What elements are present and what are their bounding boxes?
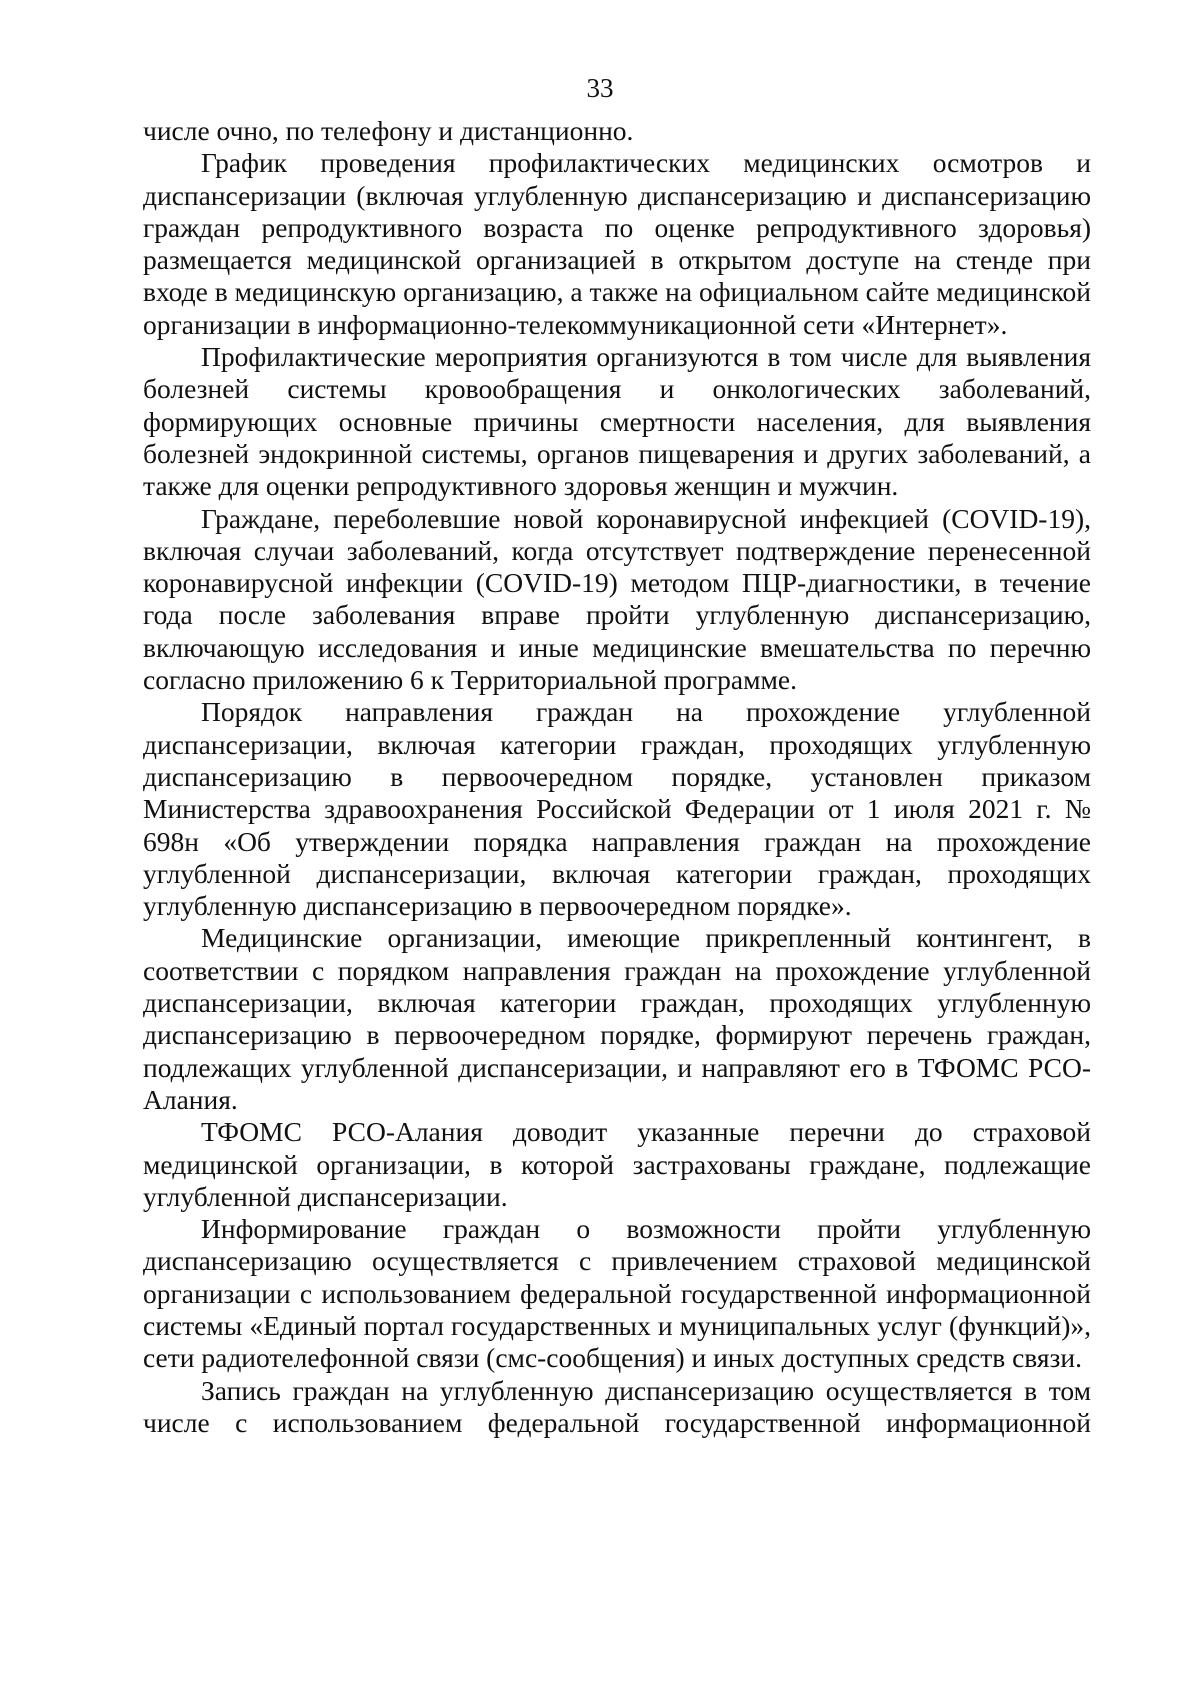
paragraph-schedule: График проведения профилактических медицинских осмотров и диспансеризации (включая углубленную диспансеризацию и диспансеризацию граждан репродуктивного возраста по оценке репродуктивного здоровья) размещается медицинской организацией в открытом доступе на стенде при входе в медицинскую организацию, а также на официальном сайте медицинской организации в информационно-телекоммуникационной сети «Интернет». <box>143 147 1091 340</box>
paragraph-continuation: числе очно, по телефону и дистанционно. <box>143 115 634 146</box>
paragraph-referral-order: Порядок направления граждан на прохождение углубленной диспансеризации, включая категории граждан, проходящих углубленную диспансеризацию в первоочередном порядке, установлен приказом Министерства здравоохранения Российской Федерации от 1 июля 2021 г. № 698н «Об утверждении порядка направления граждан на прохождение углубленной диспансеризации, включая категории граждан, проходящих углубленную диспансеризацию в первоочередном порядке». <box>143 696 1091 922</box>
paragraph-tfoms: ТФОМС РСО-Алания доводит указанные перечни до страховой медицинской организации, в которой застрахованы граждане, подлежащие углубленной диспансеризации. <box>143 1116 1091 1212</box>
paragraph-covid-citizens: Граждане, переболевшие новой коронавирусной инфекцией (COVID-19), включая случаи заболеваний, когда отсутствует подтверждение перенесенной коронавирусной инфекции (COVID-19) методом ПЦР-диагностики, в течение года после заболевания вправе пройти углубленную диспансеризацию, включающую исследования и иные медицинские вмешательства по перечню согласно приложению 6 к Территориальной программе. <box>143 502 1091 696</box>
document-body <box>143 115 1091 1439</box>
paragraph-registration: Запись граждан на углубленную диспансеризацию осуществляется в том числе с использованием федеральной государственной информационной <box>143 1374 1091 1438</box>
paragraph-medical-organizations: Медицинские организации, имеющие прикрепленный контингент, в соответствии с порядком направления граждан на прохождение углубленной диспансеризации, включая категории граждан, проходящих углубленную диспансеризацию в первоочередном порядке, формируют перечень граждан, подлежащих углубленной диспансеризации, и направляют его в ТФОМС РСО-Алания. <box>143 922 1091 1115</box>
paragraph-preventive-measures: Профилактические мероприятия организуются в том числе для выявления болезней системы кровообращения и онкологических заболеваний, формирующих основные причины смертности населения, для выявления болезней эндокринной системы, органов пищеварения и других заболеваний, а также для оценки репродуктивного здоровья женщин и мужчин. <box>143 341 1091 502</box>
page-number: 33 <box>586 73 614 103</box>
paragraph-informing: Информирование граждан о возможности пройти углубленную диспансеризацию осуществляется с привлечением страховой медицинской организации с использованием федеральной государственной информационной системы «Единый портал государственных и муниципальных услуг (функций)», сети радиотелефонной связи (смс-сообщения) и иных доступных средств связи. <box>143 1213 1091 1374</box>
